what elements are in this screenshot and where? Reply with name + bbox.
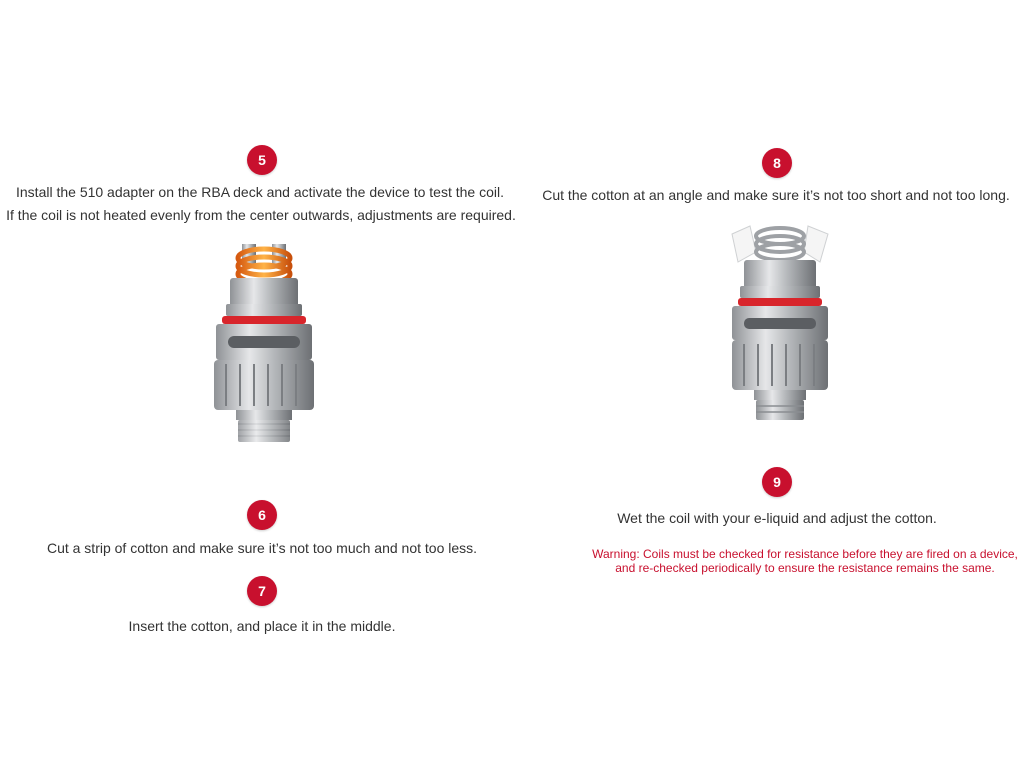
step-9-warning-line-2: and re-checked periodically to ensure the resistance remains the same. — [615, 561, 995, 575]
step-8-text: Cut the cotton at an angle and make sure it’s not too short and not too long. — [542, 187, 1010, 203]
step-6-text: Cut a strip of cotton and make sure it’s not too much and not too less. — [46, 540, 478, 556]
step-9-badge: 9 — [762, 467, 792, 497]
rba-heated-coil-image — [200, 238, 330, 448]
step-9-warning-line-1: Warning: Coils must be checked for resistance before they are fired on a device, — [592, 547, 1018, 561]
step-5-text-line-2: If the coil is not heated evenly from the center outwards, adjustments are required. — [6, 207, 516, 223]
step-7-text: Insert the cotton, and place it in the middle. — [128, 618, 396, 634]
step-8-badge: 8 — [762, 148, 792, 178]
cotton — [732, 226, 756, 262]
heated-coil — [238, 249, 290, 283]
step-5-badge: 5 — [247, 145, 277, 175]
rba-cotton-wicked-image — [722, 222, 842, 422]
step-6-badge: 6 — [247, 500, 277, 530]
step-7-badge: 7 — [247, 576, 277, 606]
step-9-text: Wet the coil with your e-liquid and adjust the cotton. — [617, 510, 937, 526]
step-5-text-line-1: Install the 510 adapter on the RBA deck and activate the device to test the coil. — [16, 184, 504, 200]
